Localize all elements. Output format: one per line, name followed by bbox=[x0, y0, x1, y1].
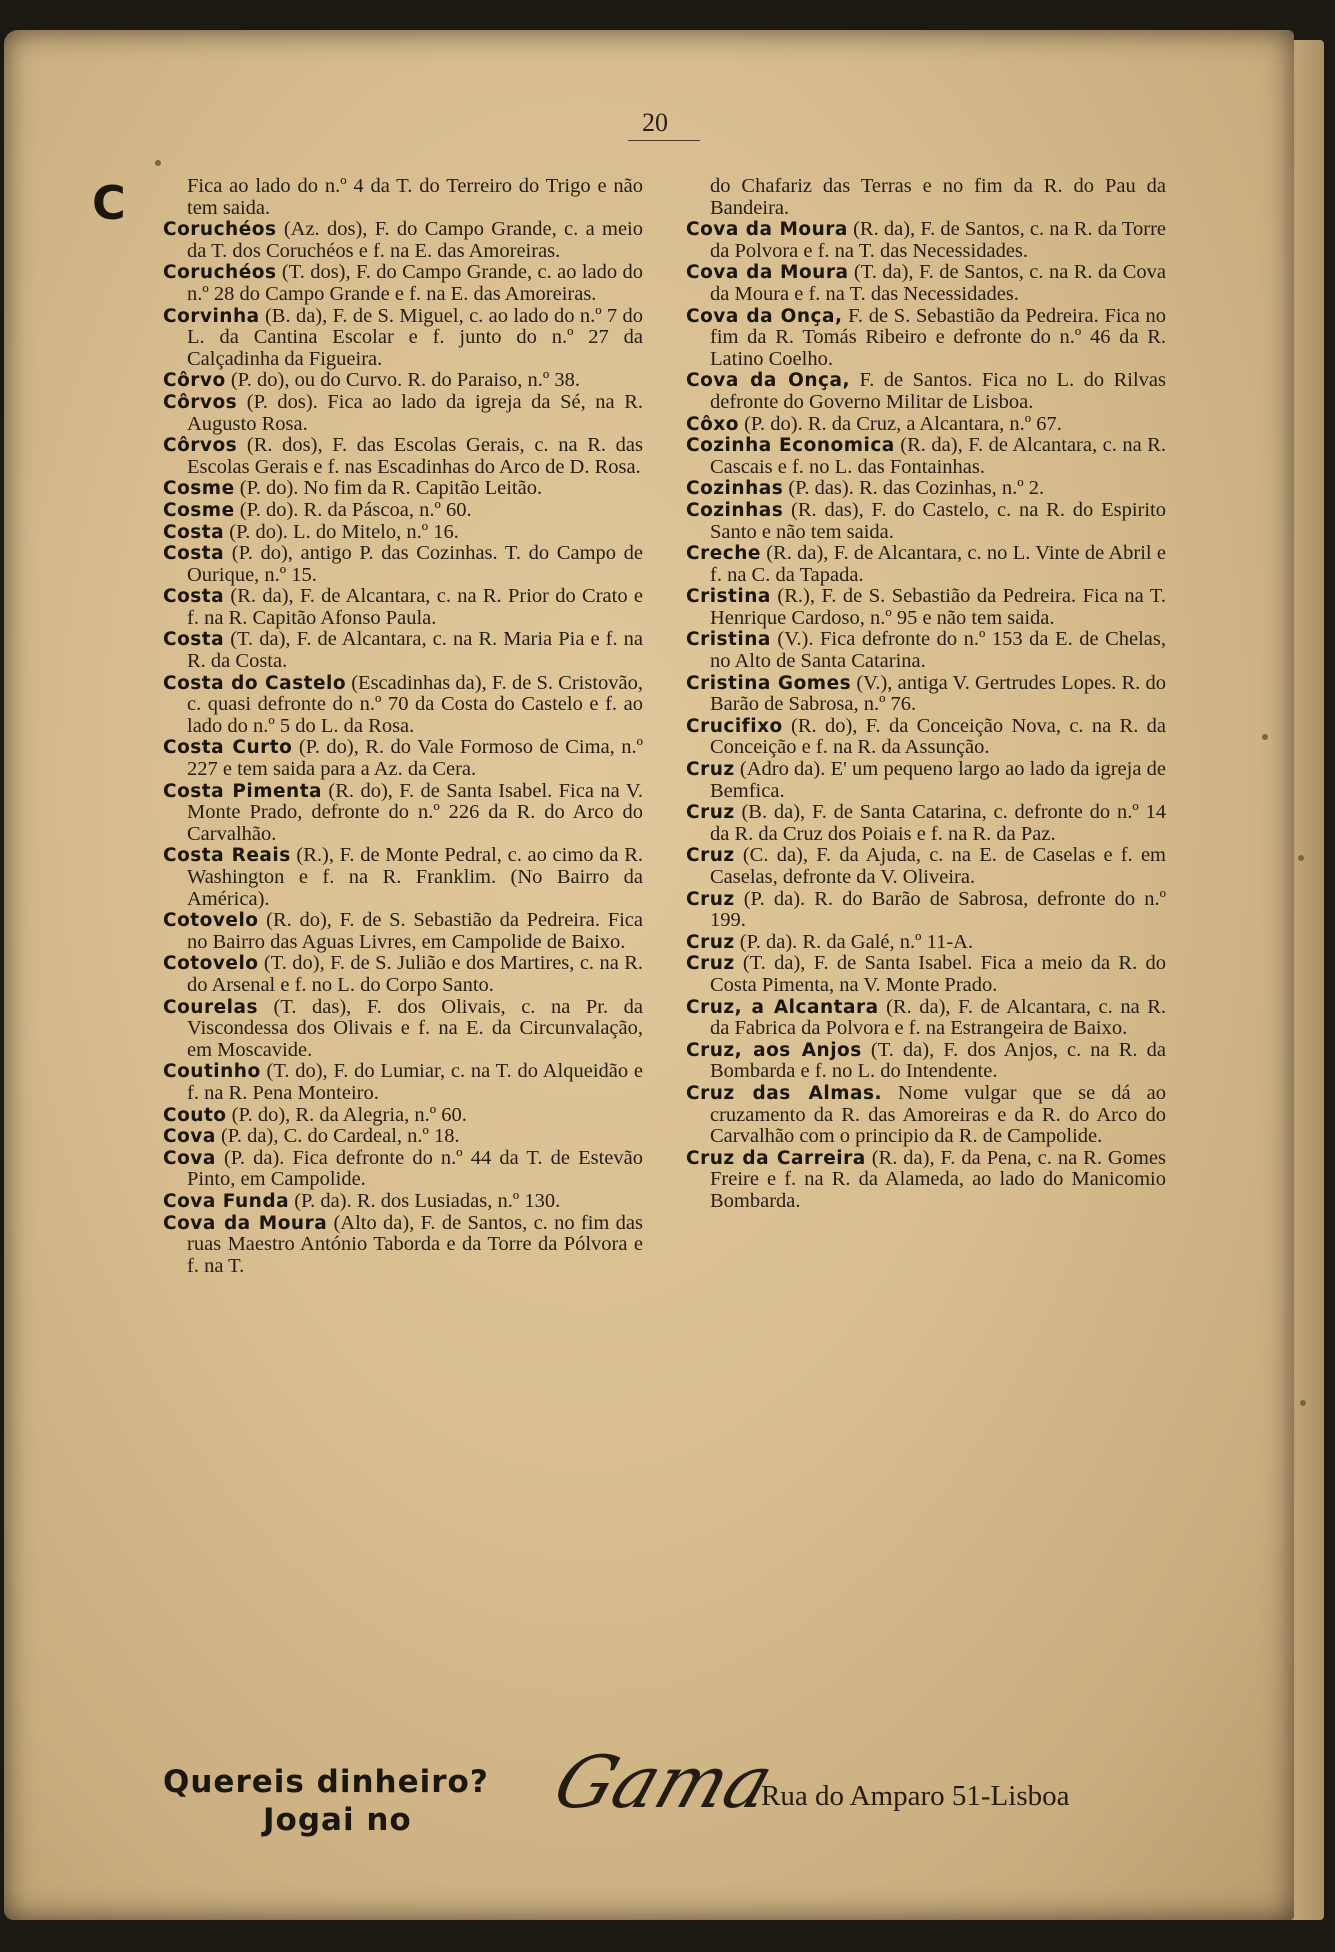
paper-speck bbox=[1262, 734, 1268, 740]
entry-text: (R. dos), F. das Escolas Gerais, c. na R. das Escolas Gerais e f. nas Escadinhas do Arco de D. Rosa. bbox=[187, 434, 643, 478]
gazetteer-entry bbox=[163, 1105, 643, 1127]
gazetteer-entry bbox=[686, 953, 1166, 996]
paper-speck bbox=[155, 160, 161, 166]
entry-text: Nome vulgar que se dá ao cruzamento da R. das Amoreiras e da R. do Arco do Carvalhão com o principio da R. de Campolide. bbox=[710, 1081, 1166, 1148]
entry-headword: Cruz da Carreira bbox=[686, 1147, 866, 1169]
entry-headword: Cosme bbox=[163, 499, 235, 521]
entry-text: (Escadinhas da), F. de S. Cristovão, c. quasi defronte do n.º 70 da Costa do Castelo e f. ao lado do n.º 5 do L. da Rosa. bbox=[187, 671, 643, 737]
gazetteer-entry bbox=[686, 478, 1166, 500]
gazetteer-entry bbox=[686, 435, 1166, 478]
gazetteer-entry bbox=[163, 176, 643, 219]
entry-headword: Costa bbox=[163, 521, 225, 543]
entry-text: (T. da), F. de Santa Isabel. Fica a meio da R. do Costa Pimenta, na V. Monte Prado. bbox=[710, 952, 1166, 996]
entry-headword: Cristina bbox=[686, 586, 771, 608]
ad-play-text: Jogai no bbox=[263, 1802, 412, 1838]
gazetteer-entry bbox=[163, 673, 643, 738]
entry-text: (P. do). L. do Mitelo, n.º 16. bbox=[224, 520, 459, 543]
entry-headword: Côrvos bbox=[163, 435, 238, 457]
entry-headword: Courelas bbox=[163, 996, 258, 1018]
entry-headword: Cruz bbox=[686, 888, 735, 910]
entry-headword: Cova da Moura bbox=[686, 262, 849, 284]
entry-headword: Cova da Moura bbox=[163, 1212, 328, 1234]
entry-text: (R. da), F. de Alcantara, c. no L. Vinte de Abril e f. na C. da Tapada. bbox=[710, 542, 1166, 586]
entry-text: (P. dos). Fica ao lado da igreja da Sé, na R. Augusto Rosa. bbox=[187, 390, 643, 435]
entry-headword: Cruz bbox=[686, 931, 735, 953]
paper-speck bbox=[1300, 1400, 1306, 1406]
right-column bbox=[686, 176, 1166, 1213]
entry-headword: Creche bbox=[686, 543, 761, 565]
gazetteer-entry bbox=[163, 262, 643, 305]
entry-text: (R. da), F. de Alcantara, c. na R. Prior do Crato e f. na R. Capitão Afonso Paula. bbox=[187, 585, 643, 629]
gazetteer-entry bbox=[163, 478, 643, 500]
gazetteer-entry bbox=[163, 370, 643, 392]
ad-question: Quereis dinheiro? bbox=[163, 1764, 489, 1800]
gazetteer-entry bbox=[686, 802, 1166, 845]
gazetteer-entry bbox=[686, 1040, 1166, 1083]
entry-text: (P. do), antigo P. das Cozinhas. T. do Campo de Ourique, n.º 15. bbox=[187, 542, 643, 586]
gazetteer-entry bbox=[686, 176, 1166, 219]
gazetteer-entry bbox=[686, 889, 1166, 932]
gazetteer-entry bbox=[163, 737, 643, 780]
entry-text: (R. do), F. da Conceição Nova, c. na R. da Conceição e f. na R. da Assunção. bbox=[710, 714, 1166, 759]
gazetteer-entry bbox=[686, 543, 1166, 586]
gazetteer-entry bbox=[163, 219, 643, 262]
paper-speck bbox=[1298, 855, 1304, 861]
entry-headword: Cova Funda bbox=[163, 1190, 290, 1212]
entry-headword: Cova da Onça, bbox=[686, 370, 850, 392]
entry-text: (P. da). R. da Galé, n.º 11-A. bbox=[734, 930, 974, 953]
entry-text: do Chafariz das Terras e no fim da R. do Pau da Bandeira. bbox=[710, 175, 1166, 219]
entry-text: F. de Santos. Fica no L. do Rilvas defronte do Governo Militar de Lisboa. bbox=[710, 369, 1166, 413]
entry-text: (R. da), F. de Santos, c. na R. da Torre da Polvora e f. na T. das Necessidades. bbox=[710, 218, 1166, 262]
gazetteer-entry bbox=[686, 306, 1166, 371]
entry-headword: Crucifixo bbox=[686, 715, 783, 737]
entry-text: (Adro da). E' um pequeno largo ao lado da igreja de Bemfica. bbox=[710, 758, 1166, 802]
entry-text: (R.), F. de Monte Pedral, c. ao cimo da R. Washington e f. na R. Franklim. (No Bairro da América). bbox=[187, 844, 643, 910]
gazetteer-entry bbox=[686, 845, 1166, 888]
entry-headword: Cruz das Almas. bbox=[686, 1082, 883, 1104]
gazetteer-entry bbox=[163, 953, 643, 996]
gazetteer-entry bbox=[163, 435, 643, 478]
entry-headword: Cova bbox=[163, 1126, 216, 1148]
entry-headword: Costa Curto bbox=[163, 737, 293, 759]
entry-headword: Cotovelo bbox=[163, 953, 259, 975]
gazetteer-entry bbox=[163, 1061, 643, 1104]
entry-headword: Cruz bbox=[686, 953, 735, 975]
entry-text: (T. do), F. de S. Julião e dos Martires, c. na R. do Arsenal e f. no L. do Corpo Santo. bbox=[187, 952, 643, 996]
entry-text: (P. do), ou do Curvo. R. do Paraiso, n.º 38. bbox=[225, 369, 580, 392]
entry-text: (B. da), F. de S. Miguel, c. ao lado do n.º 7 do L. da Cantina Escolar e f. junto do n.º 27 da Calçadinha da Figueira. bbox=[187, 304, 643, 370]
entry-headword: Cruz bbox=[686, 759, 735, 781]
entry-text: (P. das). R. das Cozinhas, n.º 2. bbox=[783, 477, 1045, 500]
entry-text: (Alto da), F. de Santos, c. no fim das ruas Maestro António Taborda e da Torre da Pólvora e f. na T. bbox=[187, 1211, 643, 1277]
entry-headword: Cozinhas bbox=[686, 478, 784, 500]
gazetteer-entry bbox=[686, 370, 1166, 413]
gazetteer-entry bbox=[686, 1148, 1166, 1213]
gazetteer-entry bbox=[686, 997, 1166, 1040]
entry-headword: Cova bbox=[163, 1147, 216, 1169]
gazetteer-entry bbox=[163, 1148, 643, 1191]
entry-text: (T. da), F. de Alcantara, c. na R. Maria Pia e f. na R. da Costa. bbox=[187, 628, 643, 673]
entry-headword: Cristina bbox=[686, 629, 771, 651]
gazetteer-entry bbox=[163, 1191, 643, 1213]
entry-headword: Costa bbox=[163, 543, 225, 565]
gazetteer-entry bbox=[163, 997, 643, 1062]
entry-headword: Cristina Gomes bbox=[686, 672, 852, 694]
gazetteer-entry bbox=[686, 262, 1166, 305]
entry-headword: Costa Reais bbox=[163, 845, 291, 867]
gazetteer-entry bbox=[686, 500, 1166, 543]
entry-text: (V.), antiga V. Gertrudes Lopes. R. do Barão de Sabrosa, n.º 76. bbox=[710, 671, 1166, 716]
entry-headword: Costa Pimenta bbox=[163, 780, 323, 802]
entry-text: (P. do), R. da Alegria, n.º 60. bbox=[226, 1103, 467, 1126]
section-letter: C bbox=[92, 176, 126, 230]
entry-headword: Cruz, aos Anjos bbox=[686, 1039, 862, 1061]
entry-text: (R. da), F. de Alcantara, c. na R. da Fabrica da Polvora e f. na Estrangeira de Baixo. bbox=[710, 995, 1166, 1040]
entry-text: (T. das), F. dos Olivais, c. na Pr. da Viscondessa dos Olivais e f. na E. da Circunvalação, em Moscavide. bbox=[187, 995, 643, 1061]
page-number: 20 bbox=[642, 108, 668, 137]
gazetteer-entry bbox=[163, 845, 643, 910]
entry-headword: Couto bbox=[163, 1104, 227, 1126]
entry-headword: Cruz bbox=[686, 802, 735, 824]
entry-text: (P. do), R. do Vale Formoso de Cima, n.º 227 e tem saida para a Az. da Cera. bbox=[187, 736, 643, 781]
entry-headword: Coruchéos bbox=[163, 219, 277, 241]
entry-text: (T. do), F. do Lumiar, c. na T. do Alqueidão e f. na R. Pena Monteiro. bbox=[187, 1060, 643, 1104]
gazetteer-entry bbox=[686, 219, 1166, 262]
gazetteer-entry bbox=[163, 629, 643, 672]
entry-text: (P. do). No fim da R. Capitão Leitão. bbox=[234, 477, 543, 500]
advertisement bbox=[163, 1742, 1163, 1852]
entry-text: (T. da), F. de Santos, c. na R. da Cova da Moura e f. na T. das Necessidades. bbox=[710, 261, 1167, 305]
entry-headword: Costa bbox=[163, 586, 225, 608]
ad-brand-logo: Gama bbox=[544, 1740, 784, 1824]
entry-text: (R. do), F. de S. Sebastião da Pedreira. Fica no Bairro das Aguas Livres, em Campolide de Baixo. bbox=[187, 909, 643, 953]
gazetteer-entry bbox=[163, 586, 643, 629]
gazetteer-entry bbox=[163, 781, 643, 846]
entry-text: (P. do). R. da Cruz, a Alcantara, n.º 67. bbox=[738, 412, 1062, 435]
entry-text: (P. da). R. do Barão de Sabrosa, defronte do n.º 199. bbox=[710, 887, 1166, 932]
entry-text: (P. da). R. dos Lusiadas, n.º 130. bbox=[289, 1189, 561, 1212]
entry-headword: Cozinhas bbox=[686, 499, 784, 521]
gazetteer-entry bbox=[163, 1213, 643, 1278]
entry-text: (V.). Fica defronte do n.º 153 da E. de Chelas, no Alto de Santa Catarina. bbox=[710, 628, 1166, 673]
entry-headword: Côxo bbox=[686, 413, 739, 435]
gazetteer-entry bbox=[686, 716, 1166, 759]
gazetteer-entry bbox=[686, 1083, 1166, 1148]
gazetteer-entry bbox=[163, 543, 643, 586]
gazetteer-entry bbox=[686, 414, 1166, 436]
entry-text: (R. do), F. de Santa Isabel. Fica na V. Monte Prado, defronte do n.º 226 da R. do Arco do Carvalhão. bbox=[187, 779, 643, 845]
entry-headword: Côrvos bbox=[163, 391, 238, 413]
entry-headword: Costa bbox=[163, 629, 225, 651]
entry-text: (R. da), F. da Pena, c. na R. Gomes Freire e f. na R. da Alameda, ao lado do Manicomio Bombarda. bbox=[710, 1146, 1166, 1212]
entry-text: (T. dos), F. do Campo Grande, c. ao lado do n.º 28 do Campo Grande e f. na E. das Amoreiras. bbox=[187, 261, 643, 305]
entry-headword: Coutinho bbox=[163, 1061, 261, 1083]
entry-headword: Cruz bbox=[686, 845, 735, 867]
entry-headword: Cosme bbox=[163, 478, 235, 500]
entry-headword: Cotovelo bbox=[163, 910, 259, 932]
entry-text: (P. do). R. da Páscoa, n.º 60. bbox=[234, 498, 472, 521]
gazetteer-entry bbox=[686, 629, 1166, 672]
entry-text: Fica ao lado do n.º 4 da T. do Terreiro do Trigo e não tem saida. bbox=[187, 175, 643, 219]
entry-text: (P. da). Fica defronte do n.º 44 da T. de Estevão Pinto, em Campolide. bbox=[187, 1146, 643, 1191]
entry-text: (R. da), F. de Alcantara, c. na R. Cascais e f. no L. das Fontainhas. bbox=[710, 434, 1166, 478]
gazetteer-entry bbox=[163, 306, 643, 371]
page-number-rule bbox=[628, 140, 700, 141]
entry-text: (C. da), F. da Ajuda, c. na E. de Caselas e f. em Caselas, defronte da V. Oliveira. bbox=[710, 844, 1166, 888]
entry-text: (R.), F. de S. Sebastião da Pedreira. Fica na T. Henrique Cardoso, n.º 95 e não tem saida. bbox=[710, 585, 1166, 629]
entry-text: (B. da), F. de Santa Catarina, c. defronte do n.º 14 da R. da Cruz dos Poiais e f. na R. da Paz. bbox=[710, 801, 1166, 845]
entry-headword: Cozinha Economica bbox=[686, 435, 895, 457]
gazetteer-entry bbox=[686, 673, 1166, 716]
gazetteer-entry bbox=[163, 500, 643, 522]
ad-address: Rua do Amparo 51-Lisboa bbox=[761, 1780, 1070, 1812]
entry-headword: Cova da Moura bbox=[686, 219, 848, 241]
entry-headword: Corvinha bbox=[163, 305, 260, 327]
gazetteer-entry bbox=[163, 522, 643, 544]
entry-text: (T. da), F. dos Anjos, c. na R. da Bombarda e f. no L. do Intendente. bbox=[710, 1038, 1166, 1083]
gazetteer-entry bbox=[163, 910, 643, 953]
entry-text: F. de S. Sebastião da Pedreira. Fica no fim da R. Tomás Ribeiro e defronte do n.º 46 da R. Latino Coelho. bbox=[710, 304, 1166, 370]
entry-headword: Cova da Onça, bbox=[686, 305, 843, 327]
gazetteer-entry bbox=[686, 586, 1166, 629]
left-column bbox=[163, 176, 643, 1277]
gazetteer-entry bbox=[686, 932, 1166, 954]
gazetteer-entry bbox=[163, 392, 643, 435]
entry-headword: Cruz, a Alcantara bbox=[686, 996, 879, 1018]
entry-headword: Costa do Castelo bbox=[163, 672, 347, 694]
entry-text: (Az. dos), F. do Campo Grande, c. a meio da T. dos Coruchéos e f. na E. das Amoreiras. bbox=[187, 218, 643, 262]
entry-text: (R. das), F. do Castelo, c. na R. do Espirito Santo e não tem saida. bbox=[710, 498, 1166, 543]
entry-headword: Coruchéos bbox=[163, 262, 277, 284]
gazetteer-entry bbox=[163, 1126, 643, 1148]
gazetteer-entry bbox=[686, 759, 1166, 802]
entry-text: (P. da), C. do Cardeal, n.º 18. bbox=[215, 1125, 460, 1148]
entry-headword: Côrvo bbox=[163, 370, 226, 392]
